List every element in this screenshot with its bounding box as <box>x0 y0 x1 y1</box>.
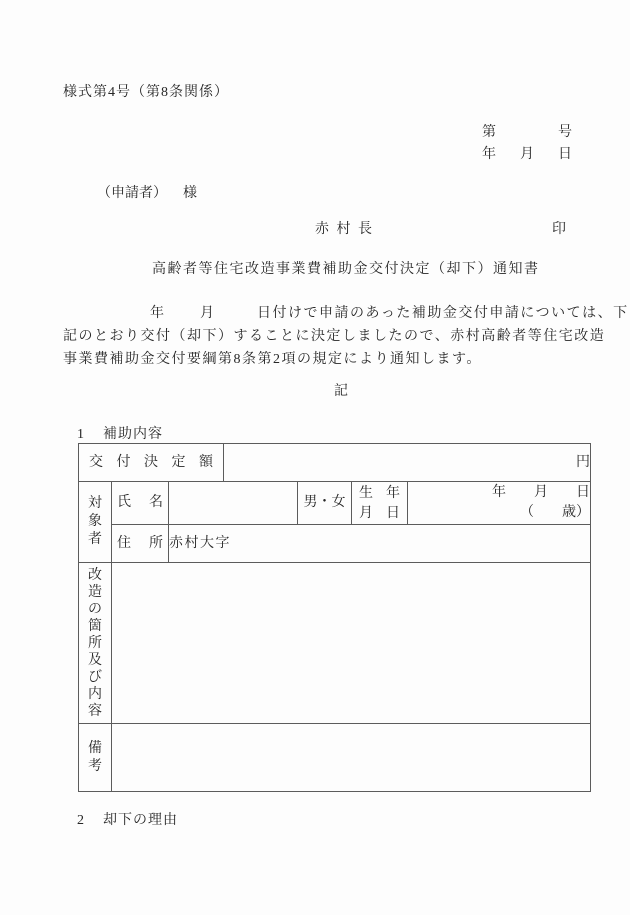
document-number-suffix: 号 <box>558 125 572 140</box>
issue-date-line <box>482 146 572 164</box>
issue-date-month: 月 <box>520 147 534 162</box>
applicant-honorific: 様 <box>183 186 197 201</box>
grant-amount-label-cell <box>79 444 224 482</box>
sex-cell <box>298 482 352 525</box>
grant-amount-label <box>79 454 223 472</box>
section-1-label: 補助内容 <box>103 427 163 442</box>
section-2-number: 2 <box>77 813 84 828</box>
subsidy-table <box>78 443 591 792</box>
birth-label-cell <box>352 482 408 525</box>
birth-char: 月 <box>359 505 374 521</box>
subject-char: 象 <box>88 514 102 529</box>
section-1-number: 1 <box>77 427 84 442</box>
body-line-2: 記のとおり交付（却下）することに決定しましたので、赤村高齢者等住宅改造 <box>63 329 606 344</box>
birth-date-cell <box>408 482 591 525</box>
document-title: 高齢者等住宅改造事業費補助金交付決定（却下）通知書 <box>152 262 540 277</box>
applicant-line <box>97 185 197 203</box>
applicant-label: （申請者） <box>97 186 167 201</box>
issue-date-year: 年 <box>482 147 496 162</box>
yen-unit: 円 <box>576 454 591 470</box>
subject-char: 者 <box>88 532 102 547</box>
form-number-label: 様式第4号（第8条関係） <box>63 85 229 100</box>
record-mark: 記 <box>334 384 348 399</box>
grant-amount-value-cell <box>224 444 591 482</box>
remarks-label-cell <box>79 724 112 792</box>
sex-label: 男・女 <box>303 495 346 510</box>
name-label <box>112 494 168 512</box>
address-label-cell <box>112 525 169 563</box>
name-char: 名 <box>149 495 163 510</box>
section-2-heading <box>77 812 178 830</box>
subject-label-cell <box>79 482 112 563</box>
address-char: 所 <box>149 535 163 551</box>
name-label-cell <box>112 482 169 525</box>
issue-date-day: 日 <box>558 147 572 162</box>
birth-label <box>352 484 407 523</box>
seal-mark: 印 <box>552 222 566 237</box>
grant-amount-char: 交 <box>89 454 103 470</box>
renovation-label: 改造の箇所及び内容 <box>88 567 102 719</box>
grant-amount-char: 決 <box>144 454 158 470</box>
address-char: 住 <box>117 535 131 551</box>
body-line-1-year: 年 <box>150 306 164 321</box>
birth-date-line-2: （ 歳） <box>520 505 591 520</box>
body-line-1-month: 月 <box>200 306 214 321</box>
grant-amount-char: 定 <box>171 454 186 470</box>
renovation-label-cell <box>79 563 112 724</box>
grant-amount-char: 付 <box>116 454 131 470</box>
remarks-char: 考 <box>88 758 102 774</box>
body-line-1 <box>63 305 629 323</box>
name-char: 氏 <box>117 495 131 510</box>
mayor-name: 赤 村 長 <box>315 222 374 237</box>
birth-char: 生 <box>359 485 374 501</box>
remarks-label <box>79 732 111 784</box>
address-value-cell <box>169 525 591 563</box>
body-line-1-text: 日付けで申請のあった補助金交付申請については、下 <box>257 306 629 321</box>
body-line-3: 事業費補助金交付要綱第8条第2項の規定により通知します。 <box>63 352 482 367</box>
birth-char: 日 <box>386 505 401 521</box>
birth-char: 年 <box>386 485 401 501</box>
grant-amount-char: 額 <box>199 454 213 470</box>
address-label <box>112 535 168 553</box>
section-1-heading <box>77 426 163 444</box>
subject-char: 対 <box>88 496 102 511</box>
document-number-prefix: 第 <box>482 125 496 140</box>
birth-date-line-1: 年 月 日 <box>492 485 591 500</box>
renovation-content-cell <box>112 563 591 724</box>
address-value: 赤村大字 <box>169 535 231 551</box>
name-value-cell <box>169 482 298 525</box>
document-number-line <box>482 124 572 142</box>
subject-label <box>79 495 111 549</box>
remarks-content-cell <box>112 724 591 792</box>
section-2-label: 却下の理由 <box>103 813 178 828</box>
remarks-char: 備 <box>88 740 102 756</box>
